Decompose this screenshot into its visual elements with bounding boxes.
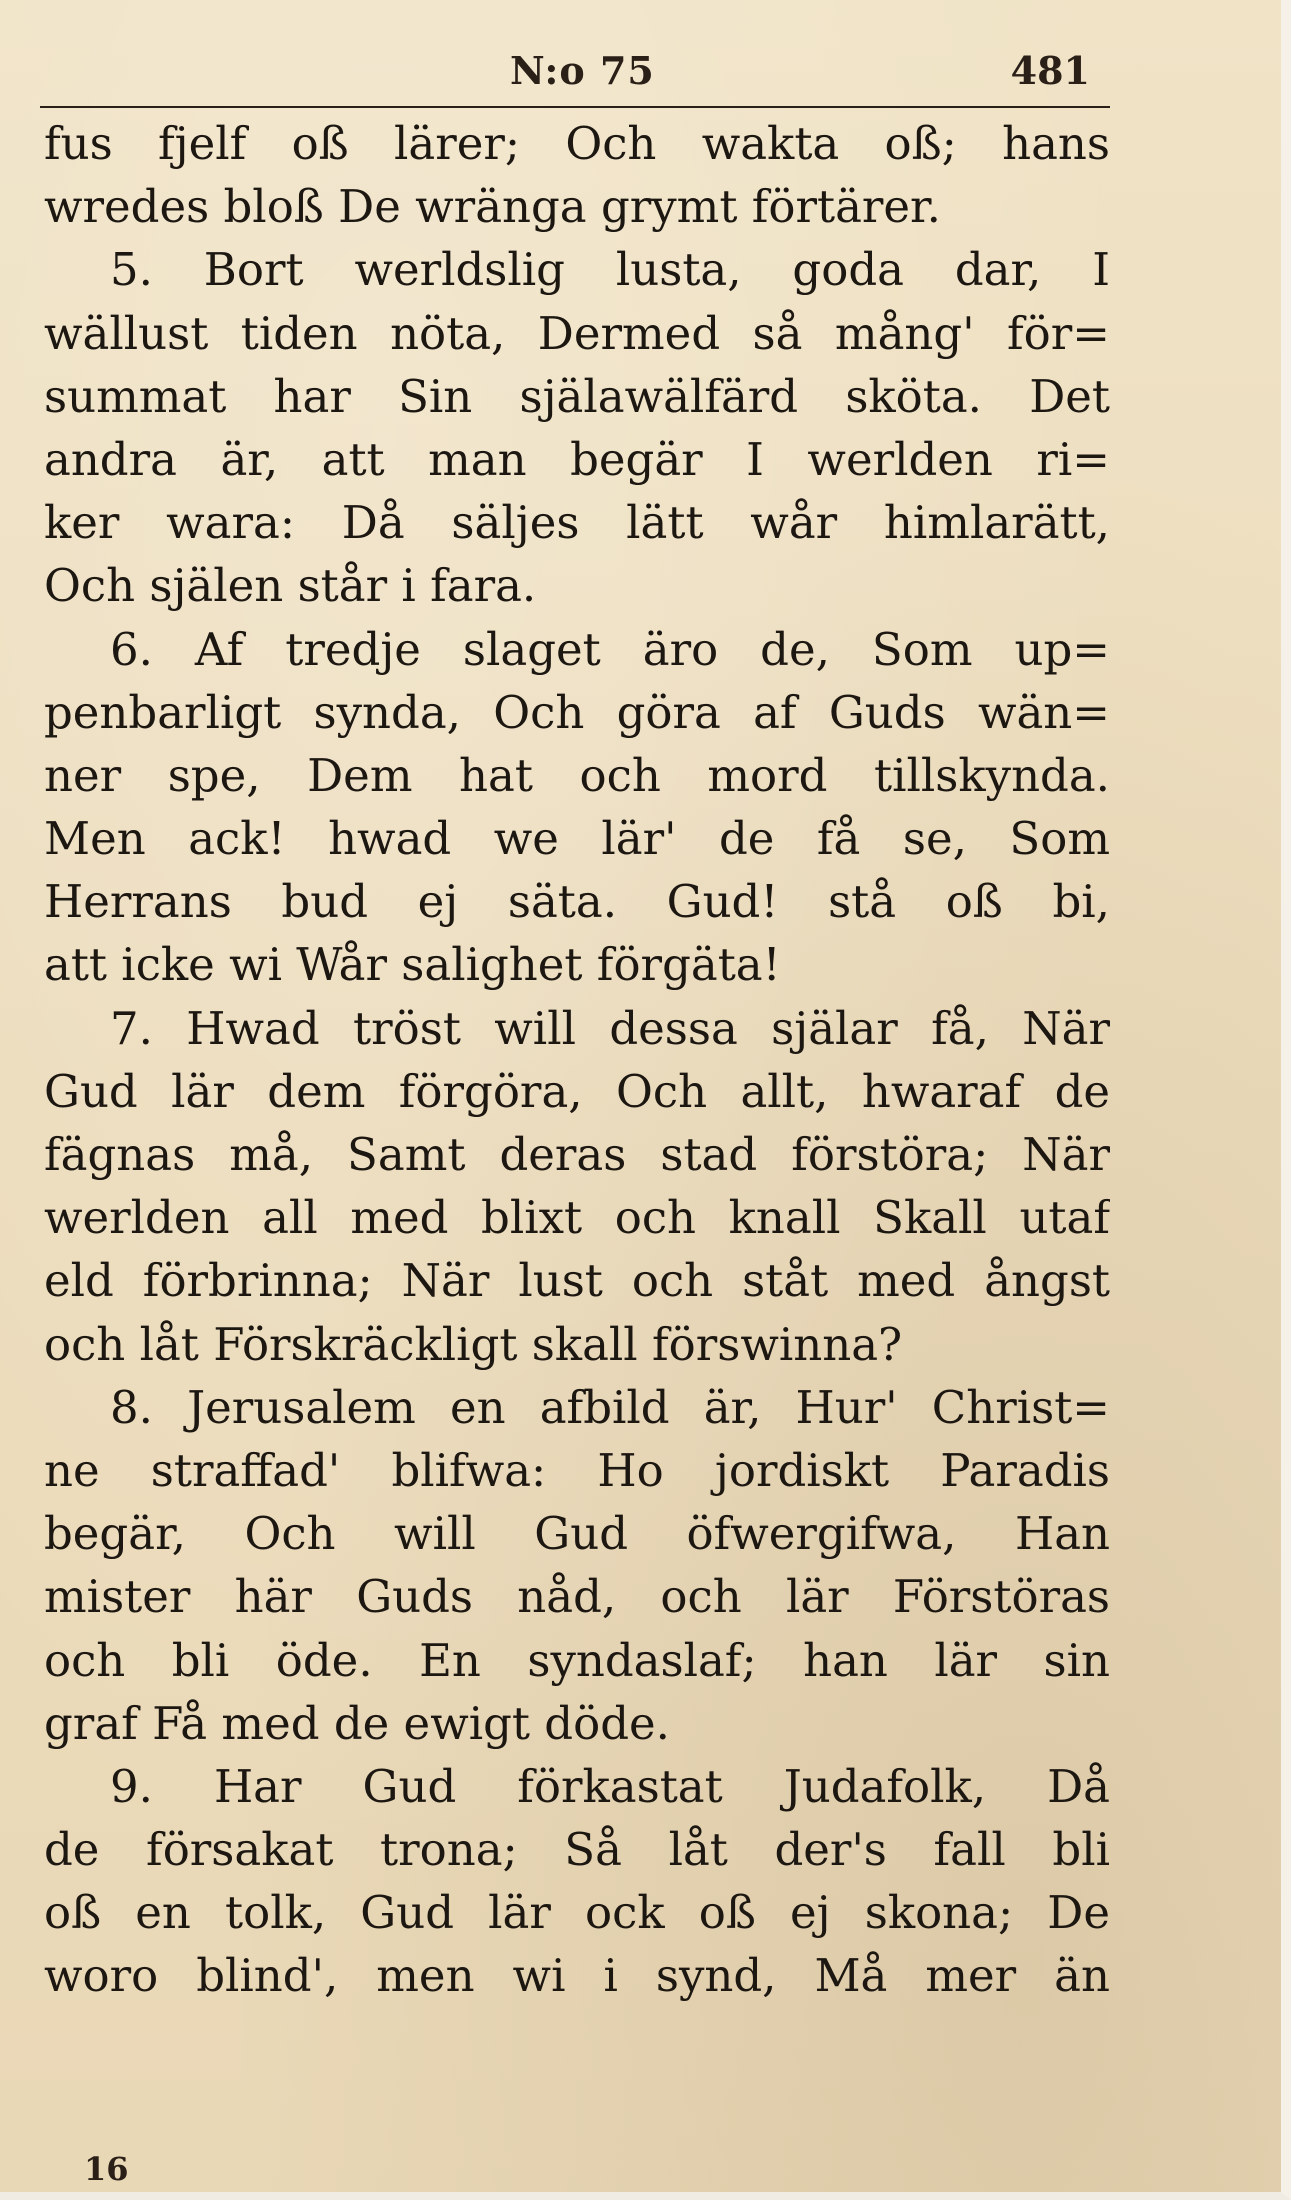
text-line: wällust tiden nöta, Dermed så mång' för= [44, 306, 1110, 360]
text-line: ne straffad' blifwa: Ho jordiskt Paradis [44, 1443, 1110, 1497]
text-line: eld förbrinna; När lust och ståt med ångst [44, 1254, 1110, 1308]
text-line: oß en tolk, Gud lär ock oß ej skona; De [44, 1886, 1110, 1940]
verse-7-start: 7. Hwad tröst will dessa själar få, När [110, 1001, 1110, 1055]
verse-6-start: 6. Af tredje slaget äro de, Som up= [110, 622, 1110, 676]
text-line: graf Få med de ewigt döde. [44, 1696, 670, 1750]
text-line: penbarligt synda, Och göra af Guds wän= [44, 685, 1110, 739]
text-line: ker wara: Då säljes lätt wår himlarätt, [44, 496, 1110, 550]
text-line: och bli öde. En syndaslaf; han lär sin [44, 1633, 1110, 1687]
text-line: mister här Guds nåd, och lär Förstöras [44, 1570, 1110, 1624]
hymn-text [44, 112, 1110, 2008]
text-line: Och själen står i fara. [44, 559, 537, 613]
running-header [40, 48, 1110, 108]
verse-9-start: 9. Har Gud förkastat Judafolk, Då [110, 1759, 1110, 1813]
verse-5-start: 5. Bort werldslig lusta, goda dar, I [110, 243, 1110, 297]
hymn-number: N:o 75 [510, 48, 655, 93]
text-line: woro blind', men wi i synd, Må mer än [44, 1949, 1110, 2003]
page-number: 481 [1010, 48, 1090, 93]
signature-mark: 16 [84, 2150, 129, 2188]
text-line: och låt Förskräckligt skall förswinna? [44, 1317, 903, 1371]
text-line: Gud lär dem förgöra, Och allt, hwaraf de [44, 1064, 1110, 1118]
verse-8-start: 8. Jerusalem en afbild är, Hur' Christ= [110, 1380, 1110, 1434]
text-line: de försakat trona; Så låt der's fall bli [44, 1823, 1110, 1877]
text-line: werlden all med blixt och knall Skall utaf [44, 1191, 1110, 1245]
text-line: andra är, att man begär I werlden ri= [44, 432, 1110, 486]
text-line: fägnas må, Samt deras stad förstöra; När [44, 1128, 1110, 1181]
text-line: wredes bloß De wränga grymt förtärer. [44, 180, 941, 234]
text-line: begär, Och will Gud öfwergifwa, Han [44, 1507, 1110, 1561]
text-line: summat har Sin själawälfärd sköta. Det [44, 369, 1110, 423]
text-line: att icke wi Wår salighet förgäta! [44, 938, 781, 992]
text-line: fus fjelf oß lärer; Och wakta oß; hans [44, 117, 1110, 170]
text-line: ner spe, Dem hat och mord tillskynda. [44, 748, 1110, 802]
text-line: Men ack! hwad we lär' de få se, Som [44, 812, 1110, 866]
text-line: Herrans bud ej säta. Gud! stå oß bi, [44, 875, 1110, 929]
